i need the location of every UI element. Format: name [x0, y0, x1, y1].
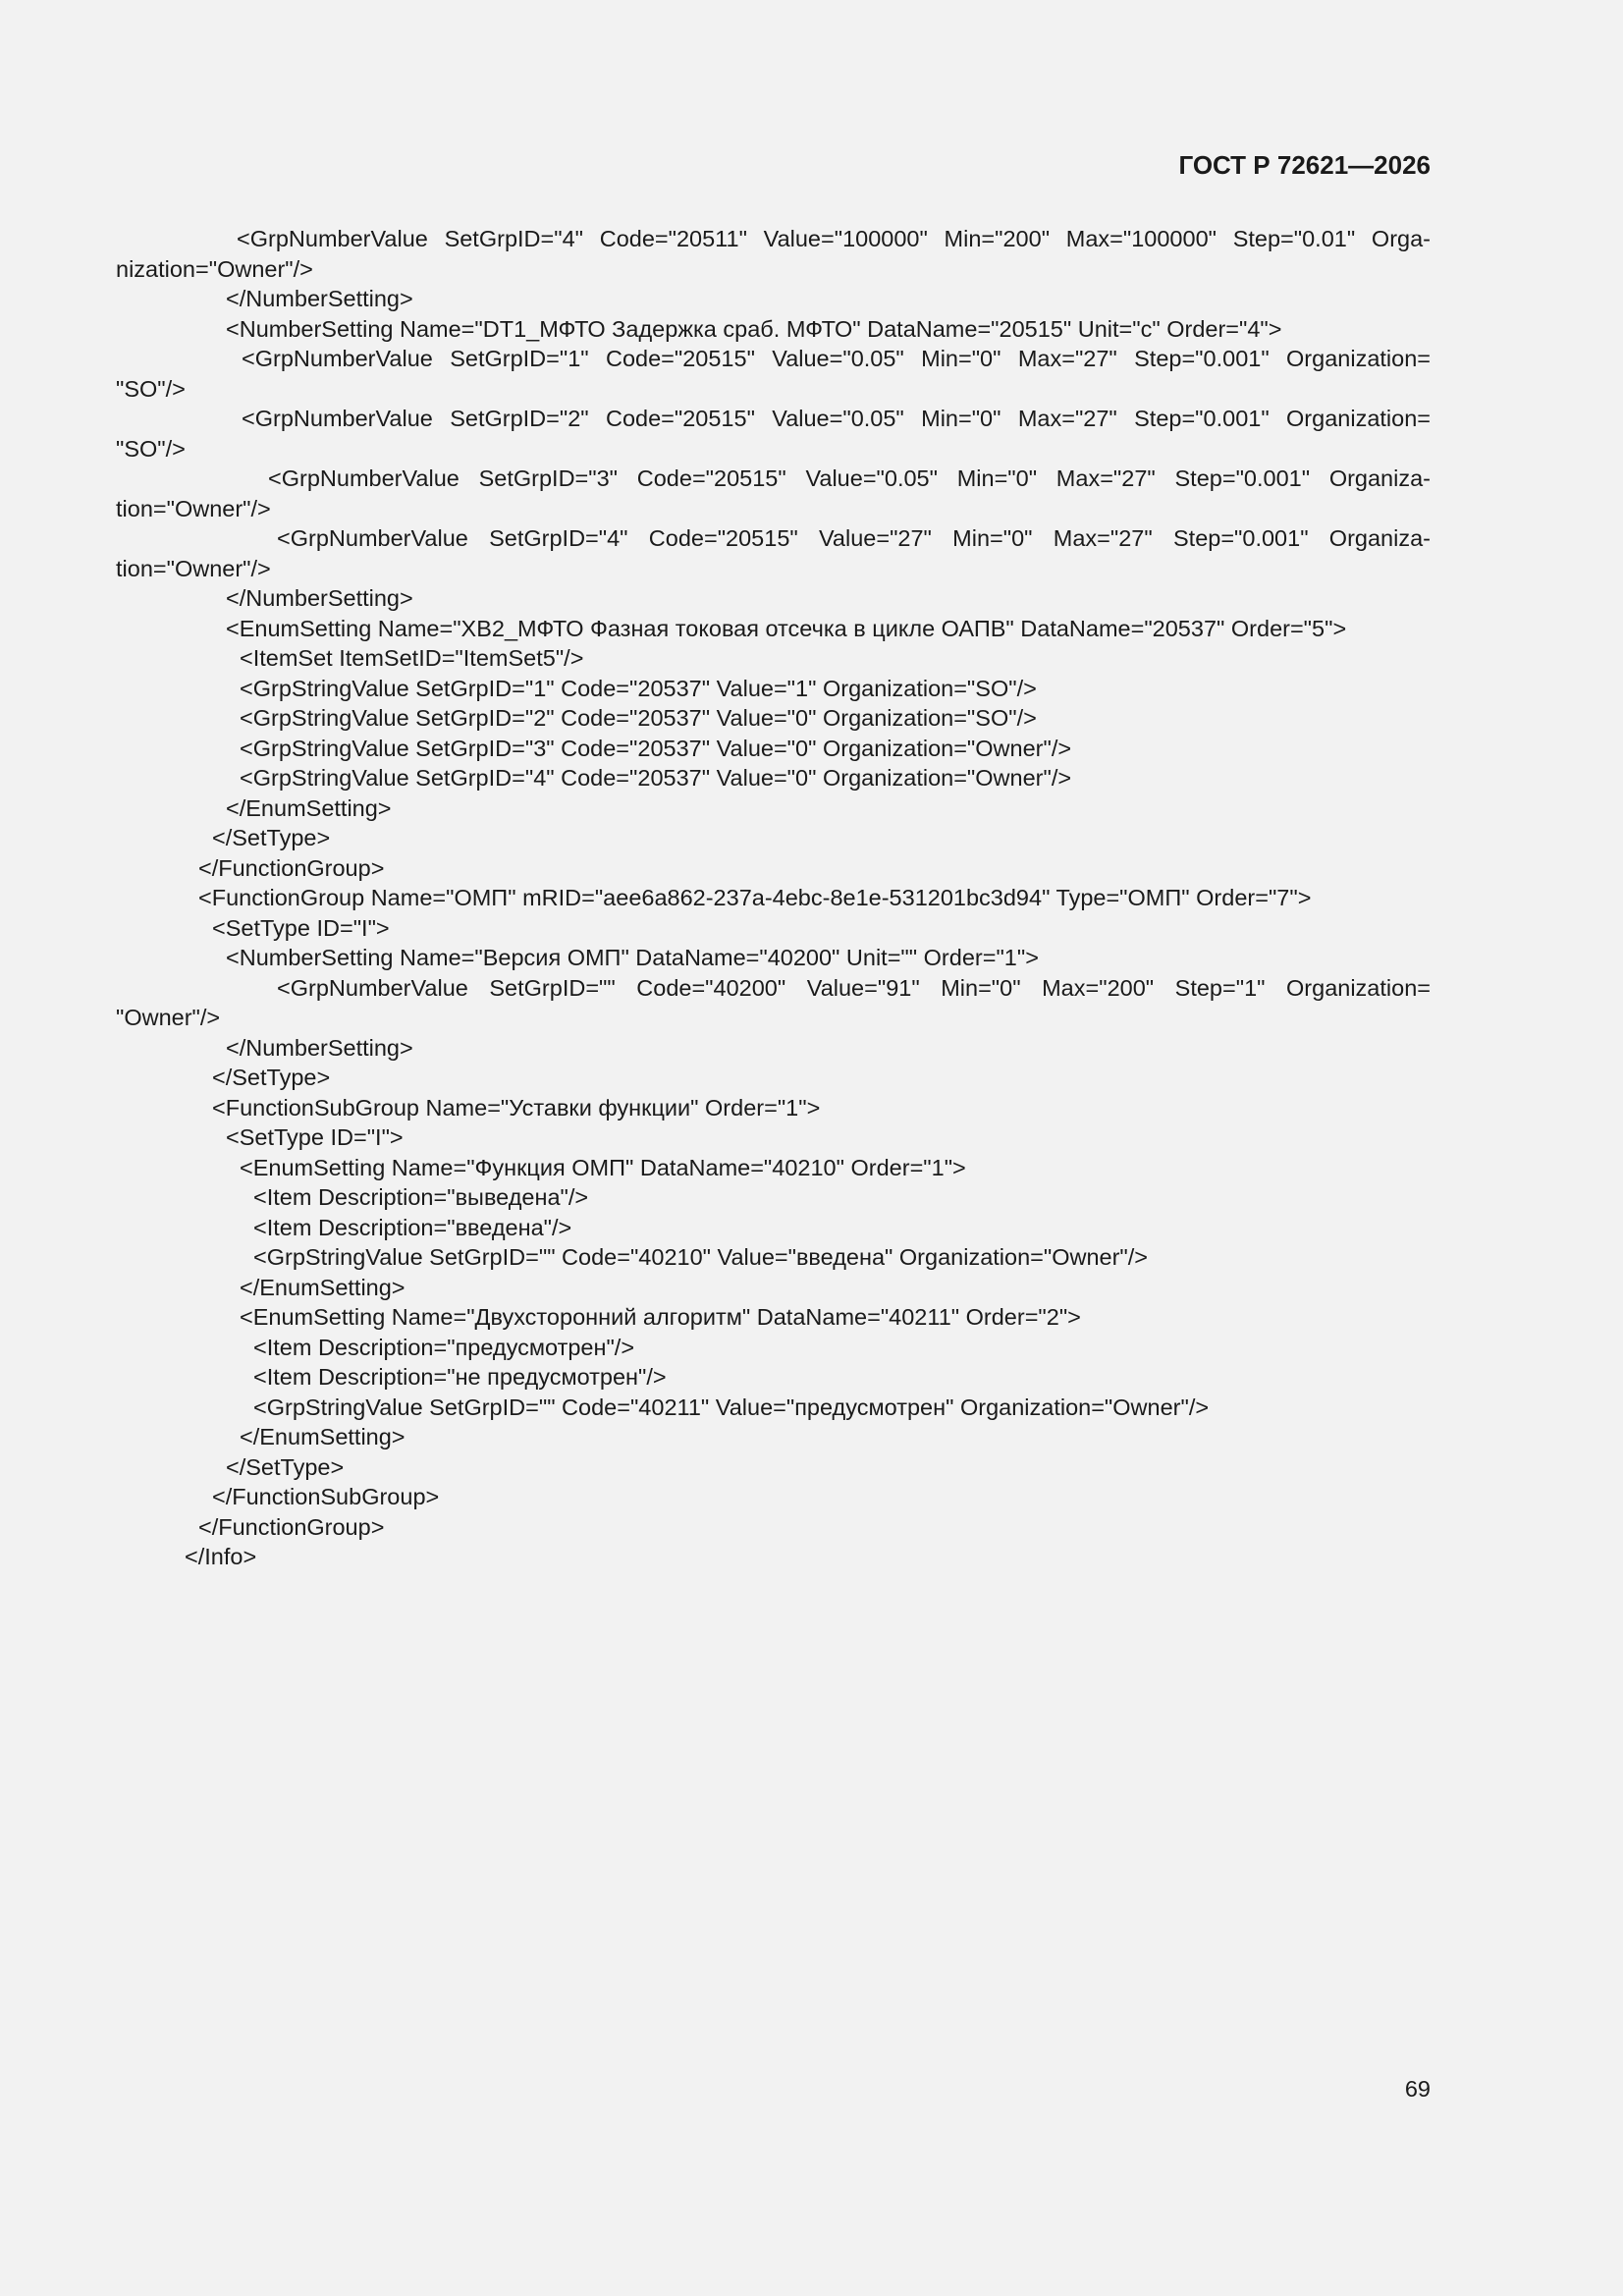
code-line: </SetType>	[212, 825, 331, 850]
code-line: <SetType ID="I">	[212, 914, 390, 941]
code-line: tion="Owner"/>	[116, 495, 271, 521]
code-line: </SetType>	[226, 1453, 345, 1480]
document-header	[116, 147, 1431, 183]
code-line: </SetType>	[212, 1065, 331, 1090]
code-line: <NumberSetting Name="DT1_МФТО Задержка сраб. МФТО" DataName="20515" Unit="с" Order="4">	[226, 315, 1282, 342]
code-line: <Item Description="выведена"/>	[253, 1184, 589, 1210]
code-line: </EnumSetting>	[226, 794, 392, 821]
xml-listing	[116, 224, 1431, 1572]
code-line: <GrpNumberValue SetGrpID="1" Code="20515" Value="0.05" Min="0" Max="27" Step="0.001" Organization=	[242, 346, 1431, 371]
code-line: <ItemSet ItemSetID="ItemSet5"/>	[240, 645, 584, 671]
code-line: <GrpNumberValue SetGrpID="" Code="40200" Value="91" Min="0" Max="200" Step="1" Organization=	[277, 974, 1431, 1001]
code-line: </EnumSetting>	[240, 1274, 406, 1300]
page-number: 69	[1404, 2076, 1431, 2102]
code-line: <EnumSetting Name="XB2_МФТО Фазная токовая отсечка в цикле ОАПВ" DataName="20537" Order="5">	[226, 615, 1347, 641]
code-line: <FunctionGroup Name="ОМП" mRID="aee6a862-237a-4ebc-8e1e-531201bc3d94" Type="ОМП" Order="7">	[198, 885, 1312, 910]
code-line: <SetType ID="I">	[226, 1124, 404, 1150]
code-line: <Item Description="введена"/>	[253, 1214, 572, 1240]
code-line: <GrpStringValue SetGrpID="3" Code="20537" Value="0" Organization="Owner"/>	[240, 735, 1072, 761]
code-line: <GrpNumberValue SetGrpID="4" Code="20515" Value="27" Min="0" Max="27" Step="0.001" Organiza-	[277, 525, 1431, 551]
code-line: </EnumSetting>	[240, 1424, 406, 1449]
code-line: <GrpNumberValue SetGrpID="4" Code="20511" Value="100000" Min="200" Max="100000" Step="0.01" Orga-	[237, 226, 1431, 251]
code-line: <GrpStringValue SetGrpID="" Code="40211" Value="предусмотрен" Organization="Owner"/>	[253, 1394, 1210, 1420]
code-line: </NumberSetting>	[226, 1034, 413, 1061]
code-line: <FunctionSubGroup Name="Уставки функции" Order="1">	[212, 1094, 821, 1121]
code-line: </NumberSetting>	[226, 585, 413, 611]
code-line: </FunctionSubGroup>	[212, 1484, 440, 1509]
code-line: <GrpStringValue SetGrpID="2" Code="20537" Value="0" Organization="SO"/>	[240, 705, 1037, 731]
code-line: <EnumSetting Name="Функция ОМП" DataName="40210" Order="1">	[240, 1154, 966, 1180]
code-line: <GrpNumberValue SetGrpID="2" Code="20515" Value="0.05" Min="0" Max="27" Step="0.001" Organization=	[242, 406, 1431, 431]
standard-code: ГОСТ Р 72621—2026	[1178, 150, 1431, 180]
code-line: <GrpStringValue SetGrpID="" Code="40210" Value="введена" Organization="Owner"/>	[253, 1244, 1149, 1270]
code-line: nization="Owner"/>	[116, 255, 313, 282]
code-line: <GrpStringValue SetGrpID="1" Code="20537" Value="1" Organization="SO"/>	[240, 675, 1037, 701]
code-line: <NumberSetting Name="Версия ОМП" DataName="40200" Unit="" Order="1">	[226, 945, 1039, 970]
code-line: <GrpStringValue SetGrpID="4" Code="20537" Value="0" Organization="Owner"/>	[240, 765, 1072, 791]
code-line: <Item Description="не предусмотрен"/>	[253, 1364, 667, 1390]
code-line: </FunctionGroup>	[198, 1513, 385, 1540]
code-line: <GrpNumberValue SetGrpID="3" Code="20515" Value="0.05" Min="0" Max="27" Step="0.001" Organiza-	[268, 465, 1431, 491]
code-line: "SO"/>	[116, 375, 186, 402]
code-line: "Owner"/>	[116, 1005, 221, 1030]
code-line: <EnumSetting Name="Двухсторонний алгоритм" DataName="40211" Order="2">	[240, 1304, 1081, 1330]
code-line: tion="Owner"/>	[116, 555, 271, 581]
code-line: </NumberSetting>	[226, 286, 413, 311]
code-line: "SO"/>	[116, 435, 186, 462]
code-line: </FunctionGroup>	[198, 854, 385, 881]
code-line: </Info>	[185, 1544, 257, 1569]
code-line: <Item Description="предусмотрен"/>	[253, 1334, 635, 1360]
